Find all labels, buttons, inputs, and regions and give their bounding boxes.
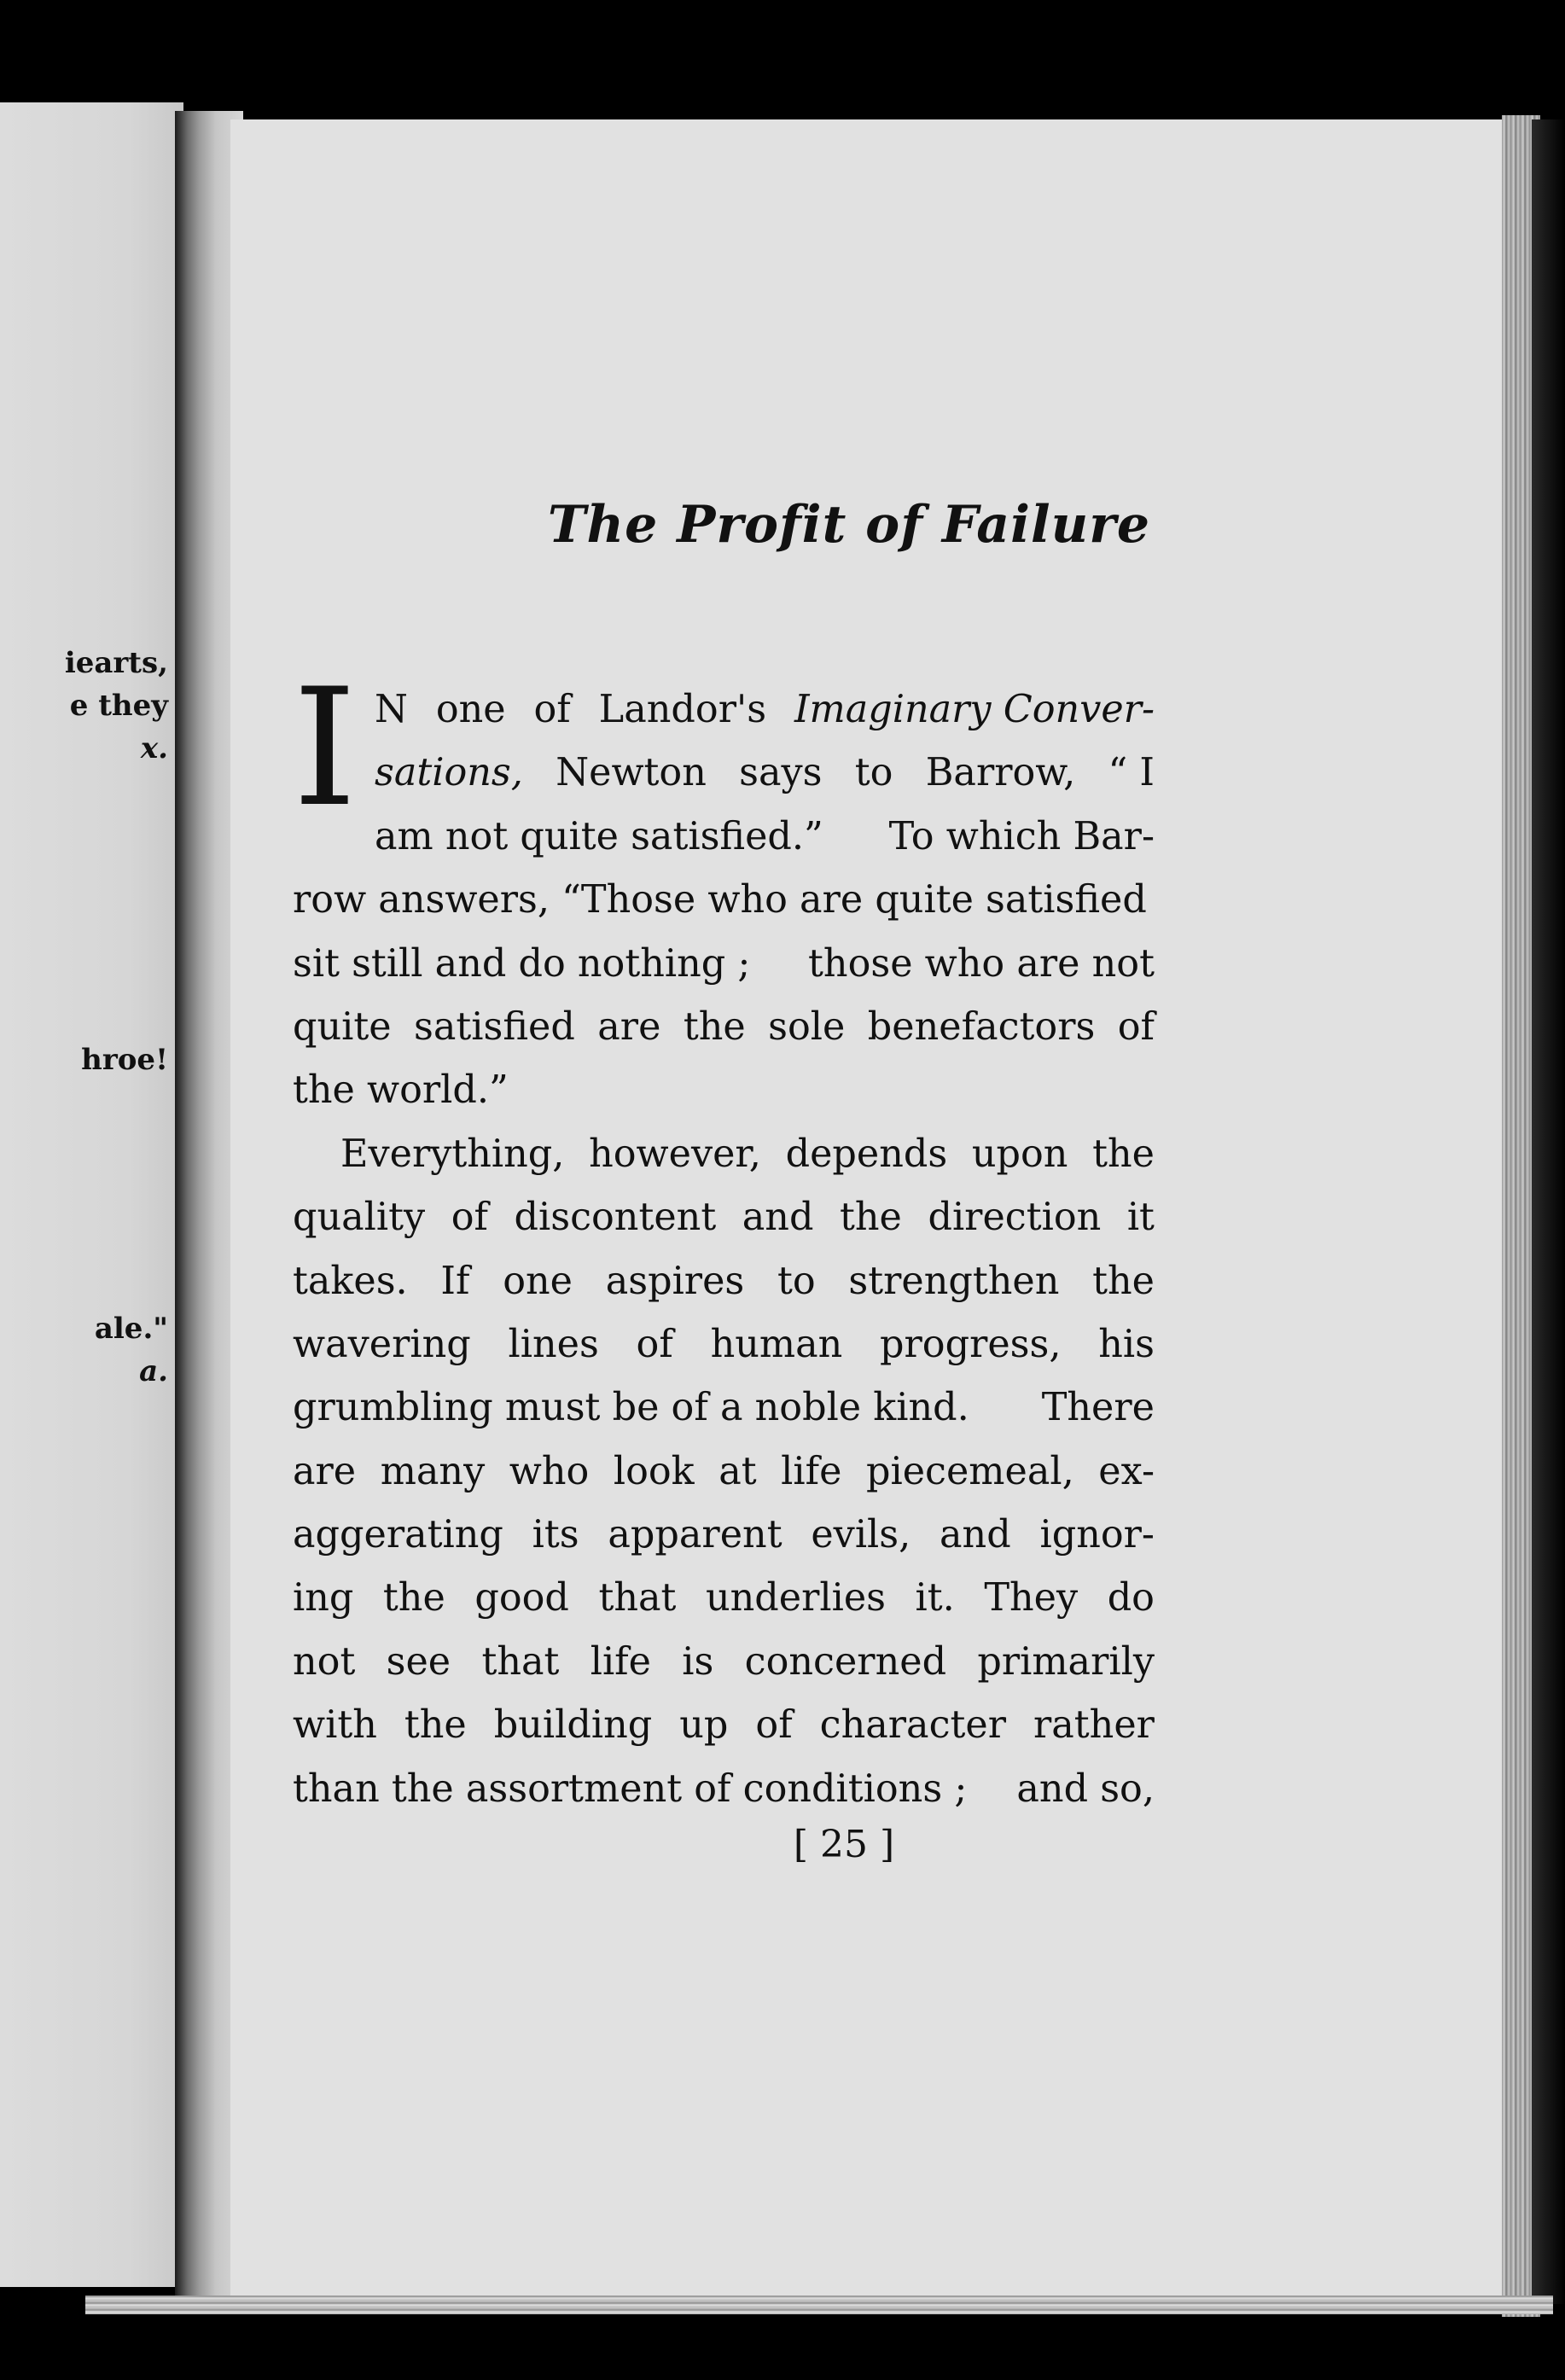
word: building [493,1703,653,1748]
left-page-fragment: a. [139,1354,168,1388]
word: however, [589,1132,761,1176]
word: its [532,1513,579,1557]
word: Newton [556,751,707,795]
word: up [679,1703,729,1748]
word: says [739,751,823,795]
word: aggerating [293,1513,503,1557]
word: the [404,1703,467,1748]
word: the [683,1004,746,1049]
word: ignor- [1039,1513,1155,1557]
word: the [1092,1132,1155,1176]
word: Landor's [598,688,767,731]
word: piecemeal, [865,1449,1074,1493]
text-line [293,1440,1155,1504]
word: progress, [880,1322,1062,1366]
word: are [293,1449,357,1493]
word: row answers, “Those who are quite satisfied [293,878,1147,922]
word: of [451,1196,488,1240]
word: one [503,1259,573,1303]
text-line [293,1694,1155,1757]
text-line [293,742,1155,805]
word: see [386,1639,451,1684]
text-line [293,678,1155,742]
word: discontent [514,1196,717,1240]
word: it. [915,1576,955,1621]
previous-page-fragment [0,102,183,2287]
word: ing [293,1576,354,1621]
word: not [293,1639,356,1684]
body-text [293,654,1155,1821]
word: wavering [293,1322,471,1366]
paragraph-1 [293,654,1155,1123]
word: “ I [1108,751,1155,795]
word: Everything, [340,1132,565,1176]
text-line [293,1631,1155,1694]
word: do [1107,1576,1155,1621]
word: concerned [744,1639,947,1684]
word: upon [971,1132,1068,1176]
word: primarily [977,1639,1155,1684]
word: with [293,1703,377,1748]
word: am not quite satisfied.” [375,814,823,858]
word: sations, [375,751,523,795]
word: quality [293,1196,426,1240]
word: To which Bar- [888,814,1155,858]
text-line [293,933,1155,996]
word: underlies [705,1576,886,1621]
word: life [781,1449,842,1493]
text-line [293,869,1155,932]
word: and so, [1016,1766,1155,1811]
chapter-title: The Profit of Failure [547,495,1151,555]
word: quite [293,1004,392,1049]
word: sole [768,1004,846,1049]
word: aspires [605,1259,745,1303]
word: depends [785,1132,948,1176]
page-edge-shadow [1532,119,1565,2304]
paragraph-2 [293,1123,1155,1821]
word: it [1126,1196,1155,1240]
word: one [435,688,506,731]
word: human [710,1322,843,1366]
word: Barrow, [925,751,1076,795]
word: sit still and do nothing ; [293,941,751,986]
word: character [819,1703,1006,1748]
drop-cap: I [293,654,358,842]
word: If [440,1259,470,1303]
left-page-fragment: hroe! [81,1043,168,1077]
word: life [590,1639,651,1684]
word: the [382,1576,445,1621]
text-line [293,1186,1155,1249]
word: to [777,1259,816,1303]
text-line [293,1313,1155,1376]
left-page-fragment: x. [140,731,168,765]
word: at [719,1449,757,1493]
text-line [293,1504,1155,1567]
word: direction [928,1196,1102,1240]
word: look [613,1449,695,1493]
word: of [533,688,571,731]
left-page-fragment: e they [69,689,168,723]
word: those who are not [808,941,1155,986]
word: good [474,1576,569,1621]
text-line [293,1758,1155,1821]
word: the [840,1196,902,1240]
text-line [293,996,1155,1059]
word: grumbling must be of a noble kind. [293,1386,969,1430]
text-line [293,806,1155,869]
word: are [597,1004,661,1049]
text-line: the world.” [293,1068,509,1113]
text-line [293,1567,1155,1630]
word: his [1098,1322,1155,1366]
word: than the assortment of conditions ; [293,1766,968,1811]
word: There [1041,1386,1155,1430]
word: satisfied [414,1004,575,1049]
text-line [293,1250,1155,1313]
word: of [755,1703,793,1748]
word: ex- [1098,1449,1155,1493]
word: to [854,751,893,795]
word: who [509,1449,590,1493]
word: that [481,1639,560,1684]
word: many [380,1449,486,1493]
word: and [742,1196,814,1240]
left-page-fragment: iearts, [64,646,168,680]
word: and [940,1513,1011,1557]
word: N [375,688,408,731]
word: They [984,1576,1079,1621]
page-number: [ 25 ] [793,1823,895,1866]
word: is [682,1639,714,1684]
word: of [1117,1004,1155,1049]
word: takes. [293,1259,408,1303]
word: lines [508,1322,599,1366]
text-line [293,1376,1155,1440]
word: evils, [811,1513,911,1557]
word: the [1092,1259,1155,1303]
word: rather [1033,1703,1155,1748]
word: benefactors [867,1004,1096,1049]
text-line [293,1123,1155,1186]
word: of [636,1322,673,1366]
word: Imaginary Conver- [794,688,1155,731]
word: apparent [608,1513,782,1557]
left-page-fragment: ale." [94,1312,168,1346]
word: strengthen [848,1259,1060,1303]
word: that [598,1576,677,1621]
